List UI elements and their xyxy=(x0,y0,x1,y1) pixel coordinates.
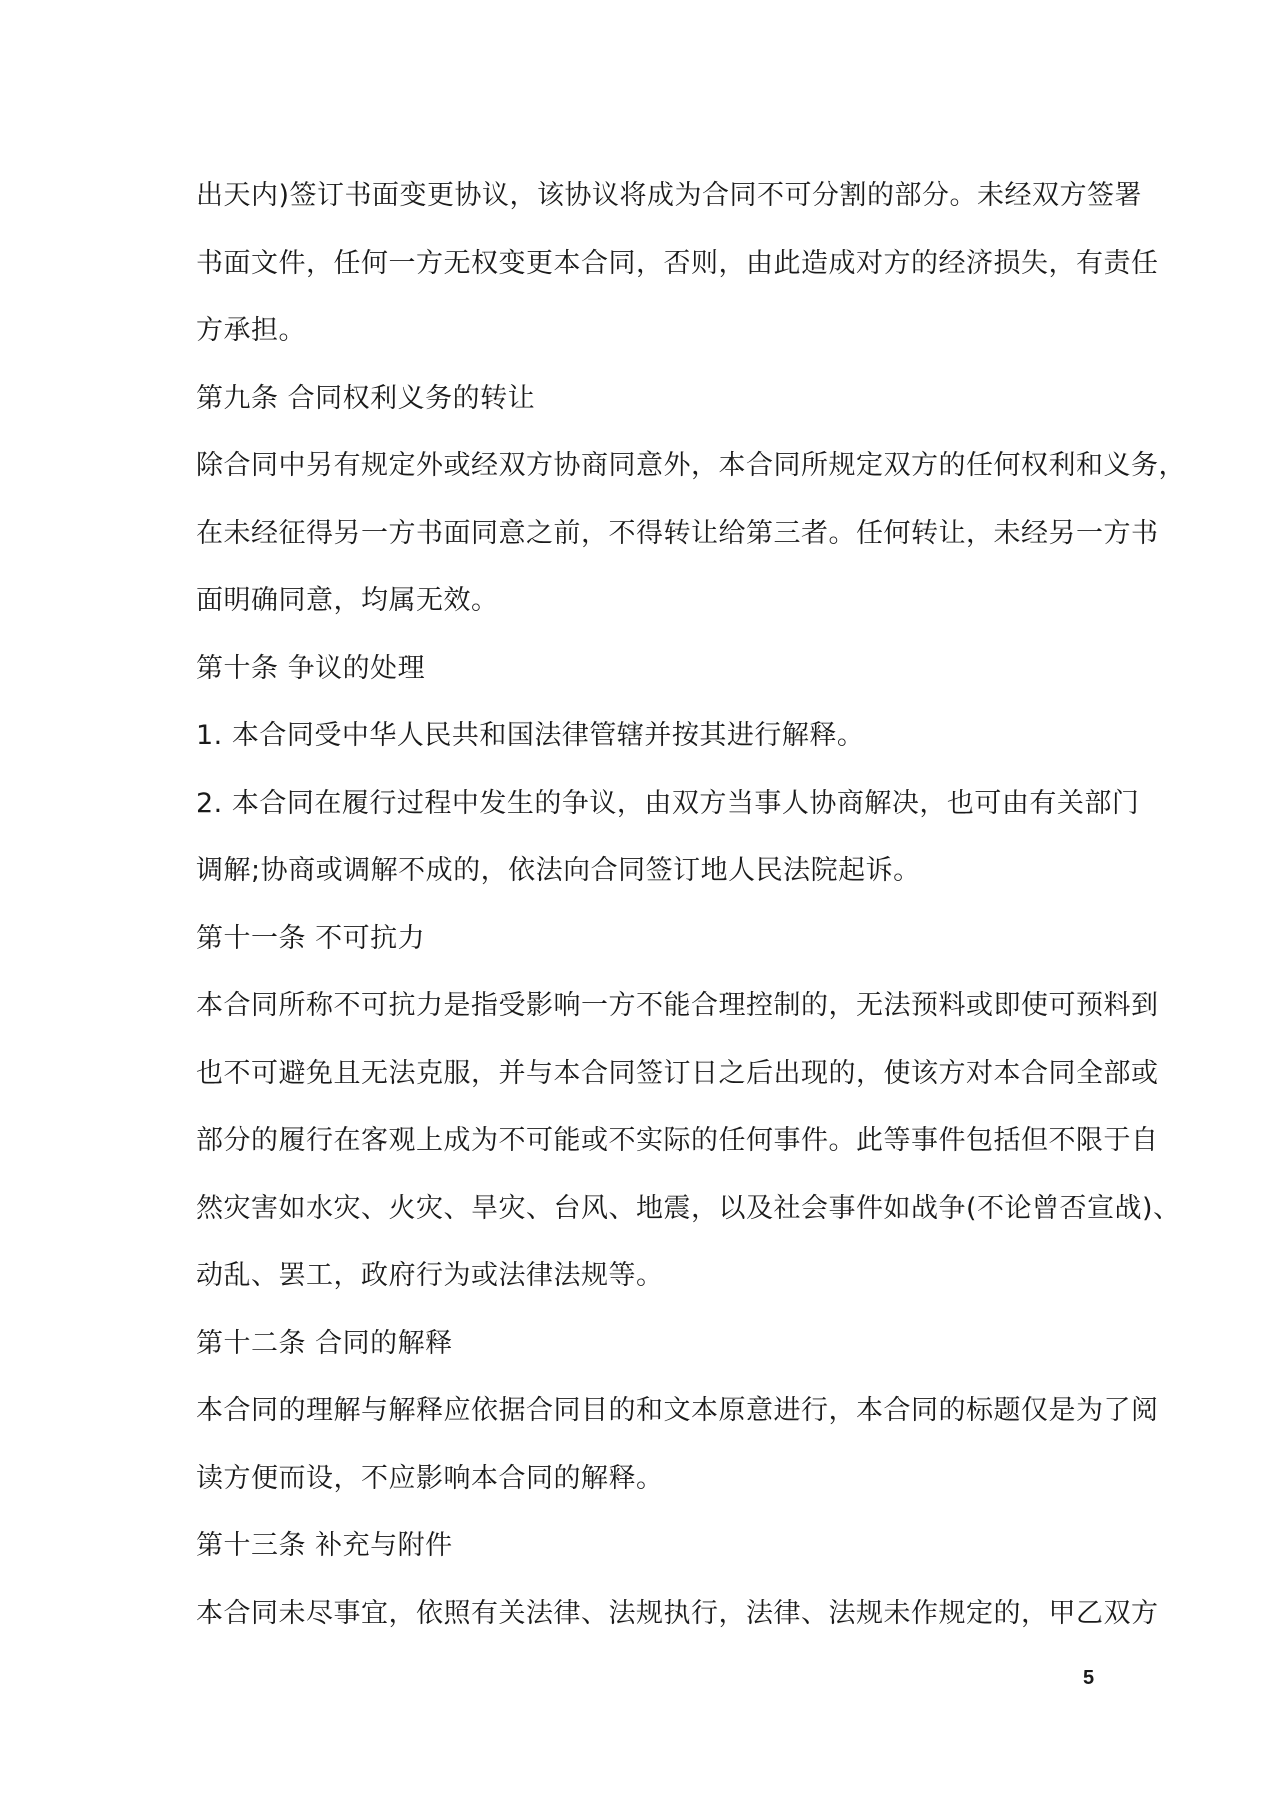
body-text-line: 部分的履行在客观上成为不可能或不实际的任何事件。此等事件包括但不限于自 xyxy=(196,1125,1159,1156)
document-body xyxy=(196,162,1186,1647)
body-text-line: 读方便而设，不应影响本合同的解释。 xyxy=(196,1462,664,1494)
section-heading-article-12: 第十二条 合同的解释 xyxy=(196,1327,453,1359)
body-text-line: 本合同所称不可抗力是指受影响一方不能合理控制的，无法预料或即使可预料到 xyxy=(196,990,1159,1021)
section-heading-article-10: 第十条 争议的处理 xyxy=(196,652,426,684)
page-number: 5 xyxy=(1083,1667,1095,1689)
body-text-line: 本合同的理解与解释应依据合同目的和文本原意进行，本合同的标题仅是为了阅 xyxy=(196,1395,1159,1426)
body-text-line: 书面文件，任何一方无权变更本合同，否则，由此造成对方的经济损失，有责任 xyxy=(196,247,1159,279)
section-heading-article-9: 第九条 合同权利义务的转让 xyxy=(196,382,536,414)
body-text-line: 除合同中另有规定外或经双方协商同意外，本合同所规定双方的任何权利和义务， xyxy=(196,450,1186,481)
list-item-1: 1. 本合同受中华人民共和国法律管辖并按其进行解释。 xyxy=(196,720,865,751)
body-text-line: 方承担。 xyxy=(196,315,306,346)
list-item-2: 2. 本合同在履行过程中发生的争议，由双方当事人协商解决，也可由有关部门 xyxy=(196,787,1140,819)
body-text-line: 调解;协商或调解不成的，依法向合同签订地人民法院起诉。 xyxy=(196,855,921,886)
body-text-line: 动乱、罢工，政府行为或法律法规等。 xyxy=(196,1260,664,1291)
body-text-line: 在未经征得另一方书面同意之前，不得转让给第三者。任何转让，未经另一方书 xyxy=(196,517,1159,549)
body-text-line: 面明确同意，均属无效。 xyxy=(196,585,499,616)
section-heading-article-13: 第十三条 补充与附件 xyxy=(196,1530,453,1561)
body-text-line: 然灾害如水灾、火灾、旱灾、台风、地震，以及社会事件如战争(不论曾否宣战)、 xyxy=(196,1192,1181,1224)
body-text-line: 出天内)签订书面变更协议，该协议将成为合同不可分割的部分。未经双方签署 xyxy=(196,180,1143,211)
section-heading-article-11: 第十一条 不可抗力 xyxy=(196,922,426,954)
body-text-line: 本合同未尽事宜，依照有关法律、法规执行，法律、法规未作规定的，甲乙双方 xyxy=(196,1597,1159,1629)
body-text-line: 也不可避免且无法克服，并与本合同签订日之后出现的，使该方对本合同全部或 xyxy=(196,1057,1159,1089)
